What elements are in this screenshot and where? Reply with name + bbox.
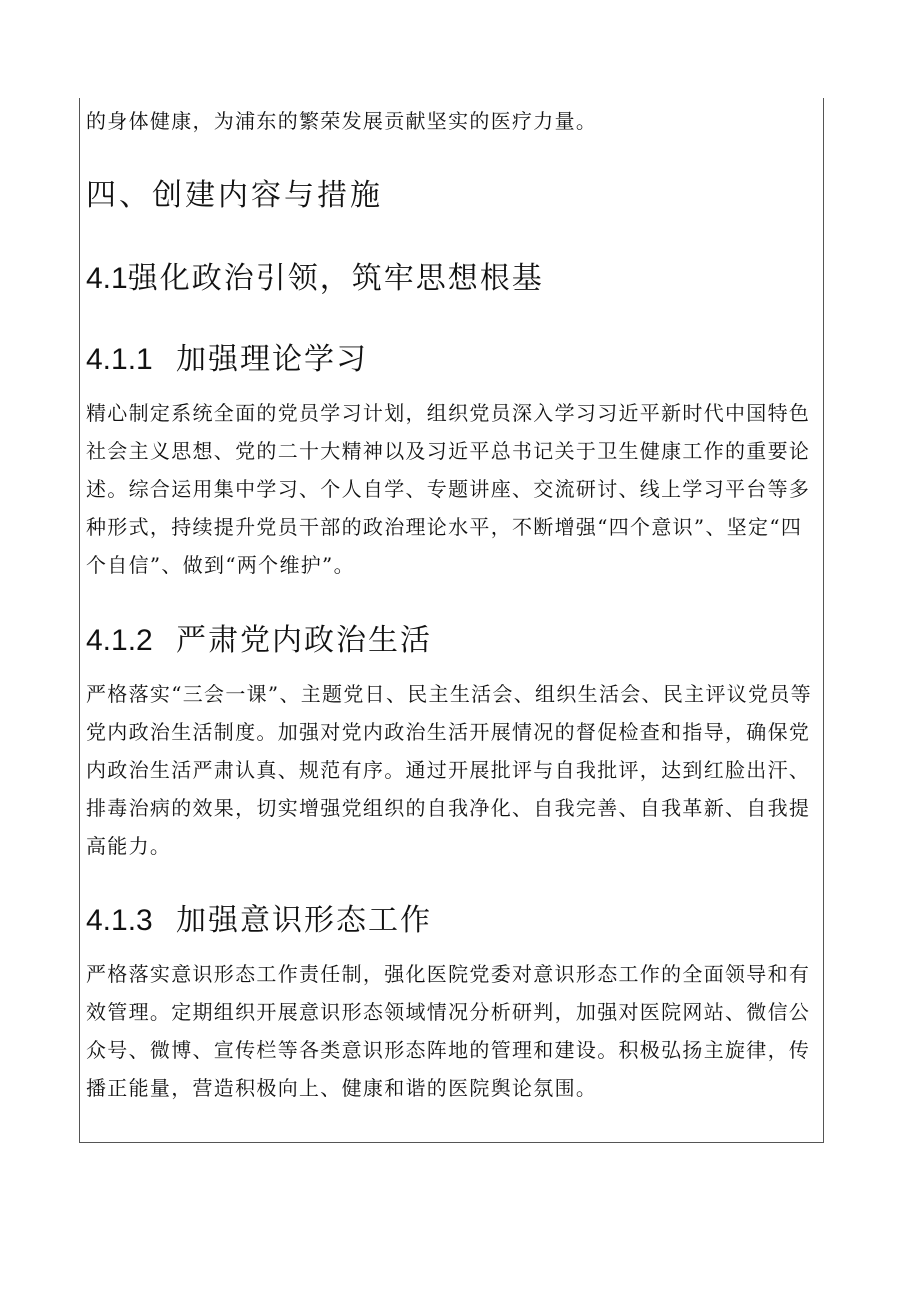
subsection-4-1-2-number: 4.1.2 [86,624,153,657]
subsection-4-1-1-title-row [86,338,814,382]
subsection-4-1-1-number: 4.1.1 [86,343,153,376]
subsection-4-1-2-text: 严格落实“三会一课”、主题党日、民主生活会、组织生活会、民主评议党员等党内政治生活制度。加强对党内政治生活开展情况的督促检查和指导，确保党内政治生活严肃认真、规范有序。通过开展批评与自我批评，达到红脸出汗、排毒治病的效果，切实增强党组织的自我净化、自我完善、自我革新、自我提高能力。 [86,682,812,858]
subsection-4-1-3-heading [86,899,814,943]
section-4-heading [86,174,814,218]
section-4-1-heading [86,257,814,301]
subsection-4-1-2-body [86,675,814,865]
subsection-4-1-2-title: 严肃党内政治生活 [176,623,432,658]
subsection-4-1-1-title: 加强理论学习 [176,342,368,377]
section-4-1-title-row [86,257,814,301]
subsection-4-1-3-text: 严格落实意识形态工作责任制，强化医院党委对意识形态工作的全面领导和有效管理。定期组织开展意识形态领域情况分析研判，加强对医院网站、微信公众号、微博、宣传栏等各类意识形态阵地的管理和建设。积极弘扬主旋律，传播正能量，营造积极向上、健康和谐的医院舆论氛围。 [86,962,811,1100]
section-4-1-title: 强化政治引领，筑牢思想根基 [127,261,544,296]
section-4-title: 四、创建内容与措施 [86,178,383,213]
subsection-4-1-2-title-row [86,619,814,663]
intro-paragraph [86,102,814,140]
subsection-4-1-3-title: 加强意识形态工作 [176,903,432,938]
subsection-4-1-1-body [86,394,814,584]
intro-text: 的身体健康，为浦东的繁荣发展贡献坚实的医疗力量。 [86,109,598,133]
subsection-4-1-1-heading [86,338,814,382]
subsection-4-1-3-number: 4.1.3 [86,904,153,937]
section-4-1-number: 4.1 [86,262,128,295]
subsection-4-1-3-body [86,955,814,1107]
subsection-4-1-2-heading [86,619,814,663]
subsection-4-1-3-title-row [86,899,814,943]
subsection-4-1-1-text: 精心制定系统全面的党员学习计划，组织党员深入学习习近平新时代中国特色社会主义思想、党的二十大精神以及习近平总书记关于卫生健康工作的重要论述。综合运用集中学习、个人自学、专题讲座、交流研讨、线上学习平台等多种形式，持续提升党员干部的政治理论水平，不断增强“四个意识”、坚定“四个自信”、做到“两个维护”。 [86,401,811,577]
